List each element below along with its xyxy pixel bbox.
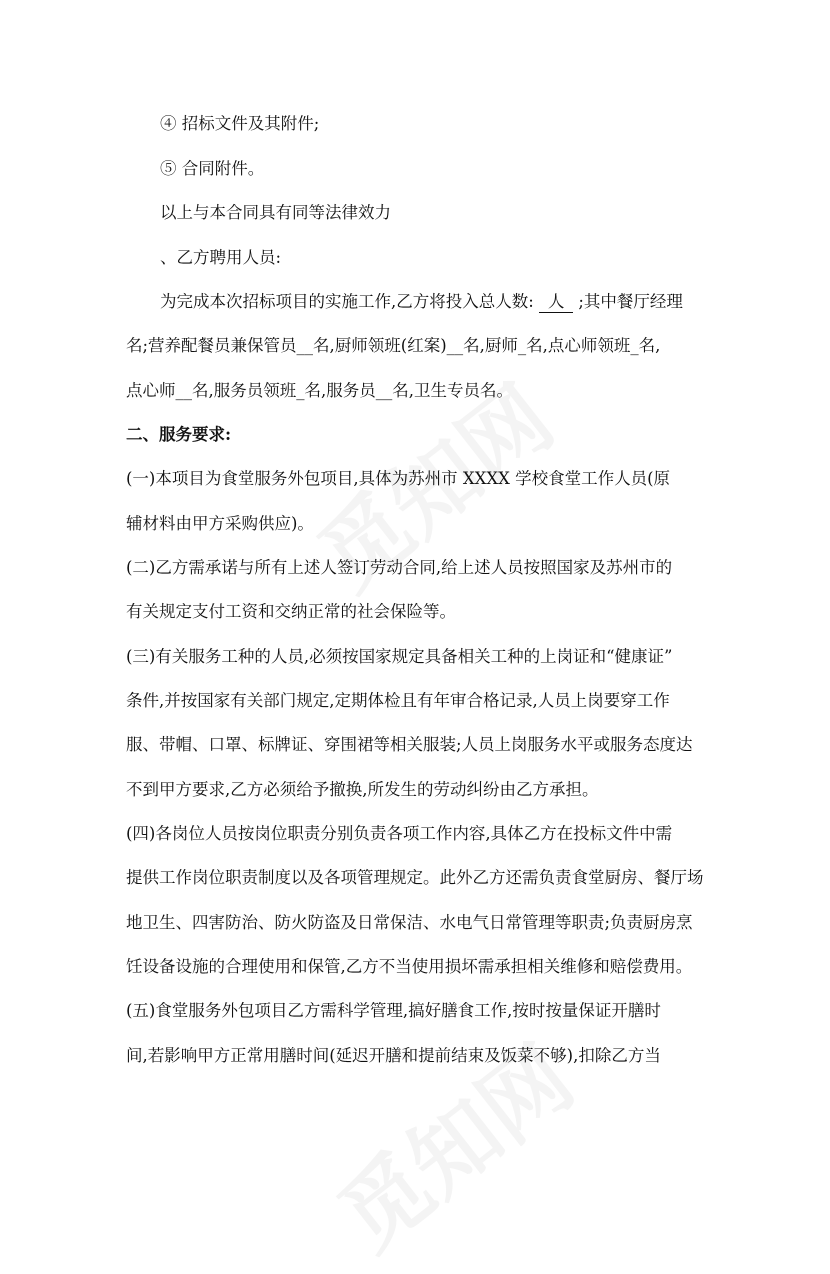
staffing-text: 为完成本次招标项目的实施工作,乙方将投入总人数: [160,292,534,311]
paragraph-3-line: (三)有关服务工种的人员,必须按国家规定具备相关工种的上岗证和“健康证” [126,647,673,666]
paragraph-4-line: 饪设备设施的合理使用和保管,乙方不当使用损坏需承担相关维修和赔偿费用。 [126,957,693,976]
paragraph-5-line: 间,若影响甲方正常用膳时间(延迟开膳和提前结束及饭菜不够),扣除乙方当 [126,1046,661,1065]
staffing-line-2: 名;营养配餐员兼保管员__名,厨师领班(红案)__名,厨师_名,点心师领班_名, [126,336,661,355]
paragraph-2-line: (二)乙方需承诺与所有上述人签订劳动合同,给上述人员按照国家及苏州市的 [126,558,673,577]
paragraph-2-line: 有关规定支付工资和交纳正常的社会保险等。 [126,602,456,621]
paragraph-4-line: (四)各岗位人员按岗位职责分别负责各项工作内容,具体乙方在投标文件中需 [126,824,673,843]
staffing-heading: 、乙方聘用人员: [160,248,282,267]
paragraph-5-line: (五)食堂服务外包项目乙方需科学管理,搞好膳食工作,按时按量保证开膳时 [126,1001,661,1020]
staffing-line-3: 点心师__名,服务员领班_名,服务员__名,卫生专员名。 [126,381,513,400]
paragraph-3-line: 不到甲方要求,乙方必须给予撤换,所发生的劳动纠纷由乙方承担。 [126,780,599,799]
list-item-4: ④ 招标文件及其附件; [160,114,320,133]
list-item-5: ⑤ 合同附件。 [160,159,265,178]
paragraph-3-line: 条件,并按国家有关部门规定,定期体检且有年审合格记录,人员上岗要穿工作 [126,691,670,710]
paragraph-4-line: 地卫生、四害防治、防火防盗及日常保洁、水电气日常管理等职责;负责厨房烹 [126,913,693,932]
validity-statement: 以上与本合同具有同等法律效力 [160,203,391,222]
paragraph-3-line: 服、带帽、口罩、标牌证、穿围裙等相关服装;人员上岗服务水平或服务态度达 [126,735,693,754]
section-2-heading: 二、服务要求: [126,425,232,444]
staffing-text: ;其中餐厅经理 [578,292,683,311]
total-headcount-blank: 人 [539,292,573,313]
staffing-line-1 [160,291,683,313]
paragraph-1-line: 辅材料由甲方采购供应)。 [126,514,314,533]
paragraph-4-line: 提供工作岗位职责制度以及各项管理规定。此外乙方还需负责食堂厨房、餐厅场 [126,868,704,887]
paragraph-1-line: (一)本项目为食堂服务外包项目,具体为苏州市 XXXX 学校食堂工作人员(原 [126,469,671,488]
